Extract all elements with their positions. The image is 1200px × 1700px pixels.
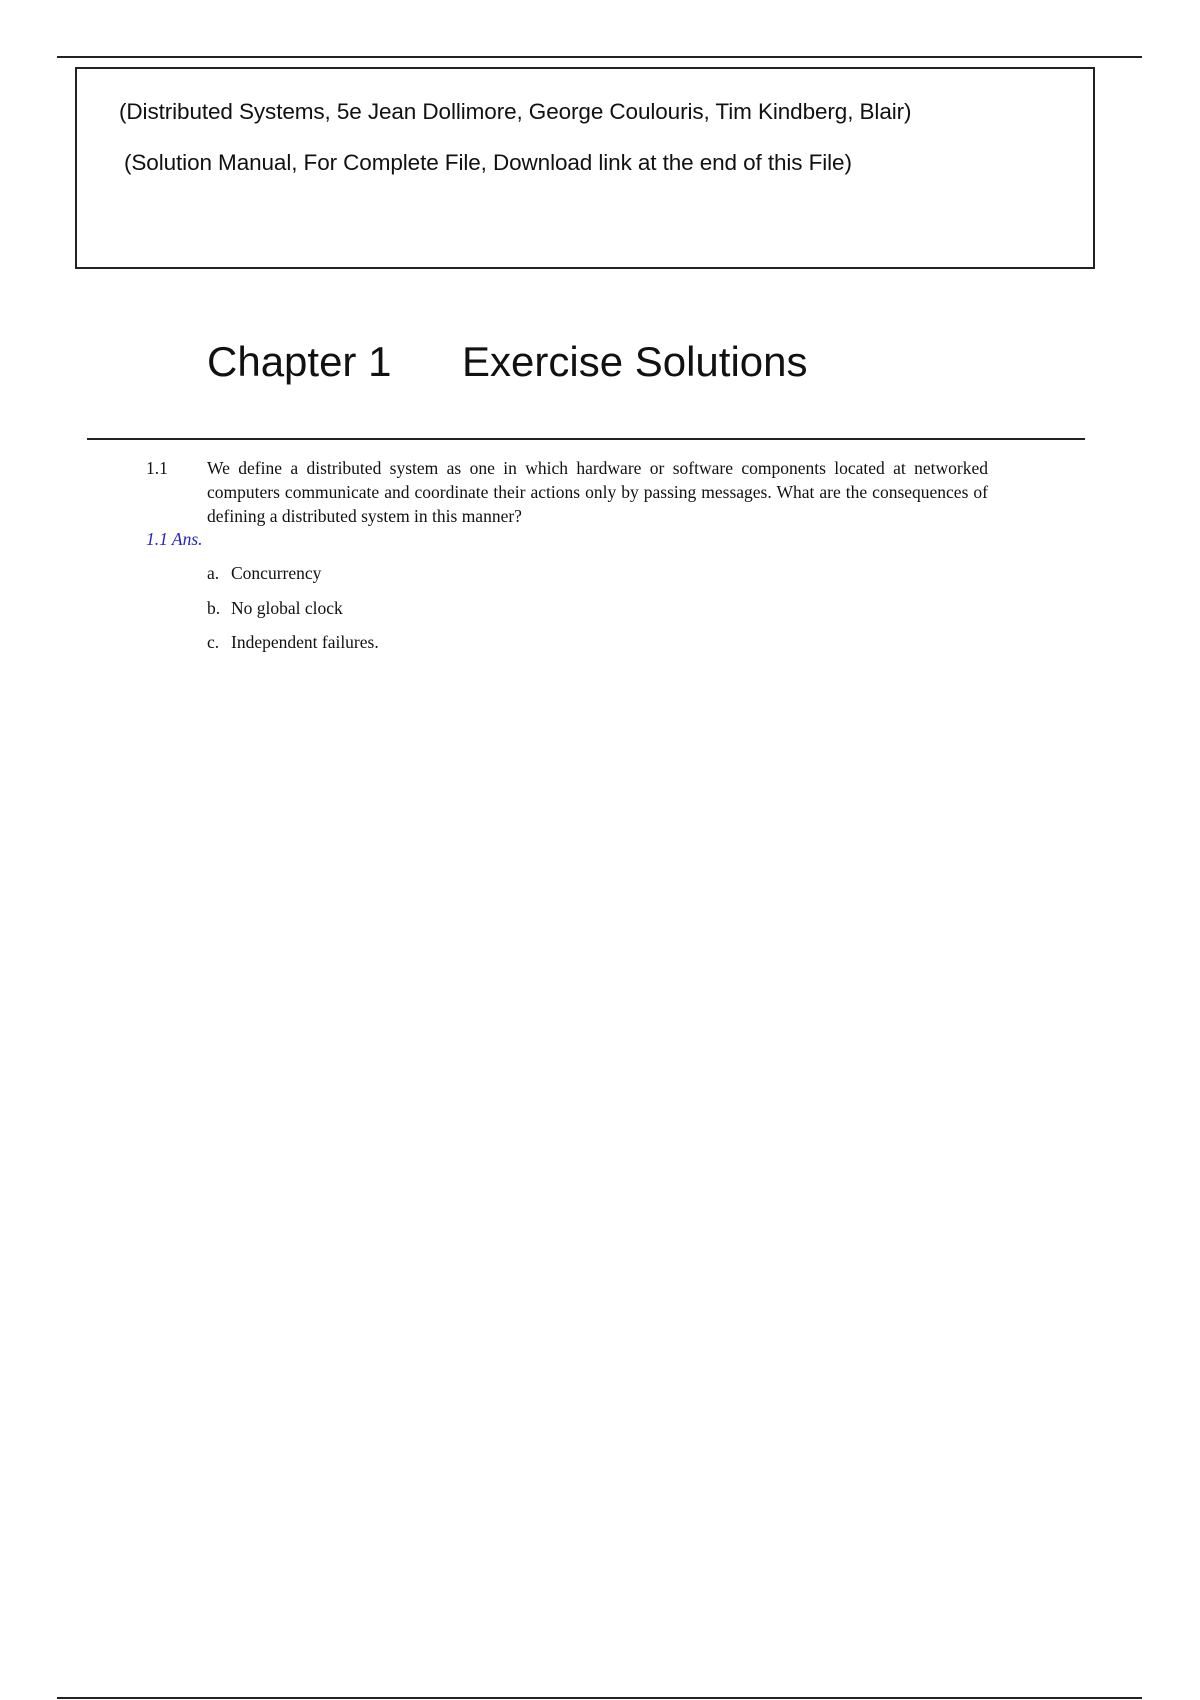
question-number: 1.1 xyxy=(146,458,168,478)
answer-item xyxy=(207,596,379,631)
question-text: We define a distributed system as one in which hardware or software components located at networked computers communicate and coordinate their actions only by passing messages. What are the consequences of defining a distributed system in this manner? xyxy=(207,458,988,526)
chapter-title: Exercise Solutions xyxy=(462,338,808,385)
answer-item xyxy=(207,630,379,665)
header-box xyxy=(75,67,1095,269)
answer-marker: c. xyxy=(207,632,220,652)
answer-label: 1.1 Ans. xyxy=(146,529,203,549)
answer-item xyxy=(207,561,379,596)
chapter-number: Chapter 1 xyxy=(207,338,392,385)
answer-text: No global clock xyxy=(231,597,343,618)
answer-text: Independent failures. xyxy=(231,632,379,652)
top-rule xyxy=(57,56,1142,58)
bottom-rule xyxy=(57,1697,1142,1699)
header-book-info: (Distributed Systems, 5e Jean Dollimore, George Coulouris, Tim Kindberg, Blair) xyxy=(119,99,912,124)
answer-marker: a. xyxy=(207,563,220,583)
answer-marker: b. xyxy=(207,597,221,618)
answer-list xyxy=(207,561,379,665)
chapter-divider xyxy=(87,438,1085,440)
header-solution-note: (Solution Manual, For Complete File, Download link at the end of this File) xyxy=(124,150,852,175)
answer-text: Concurrency xyxy=(231,563,322,583)
